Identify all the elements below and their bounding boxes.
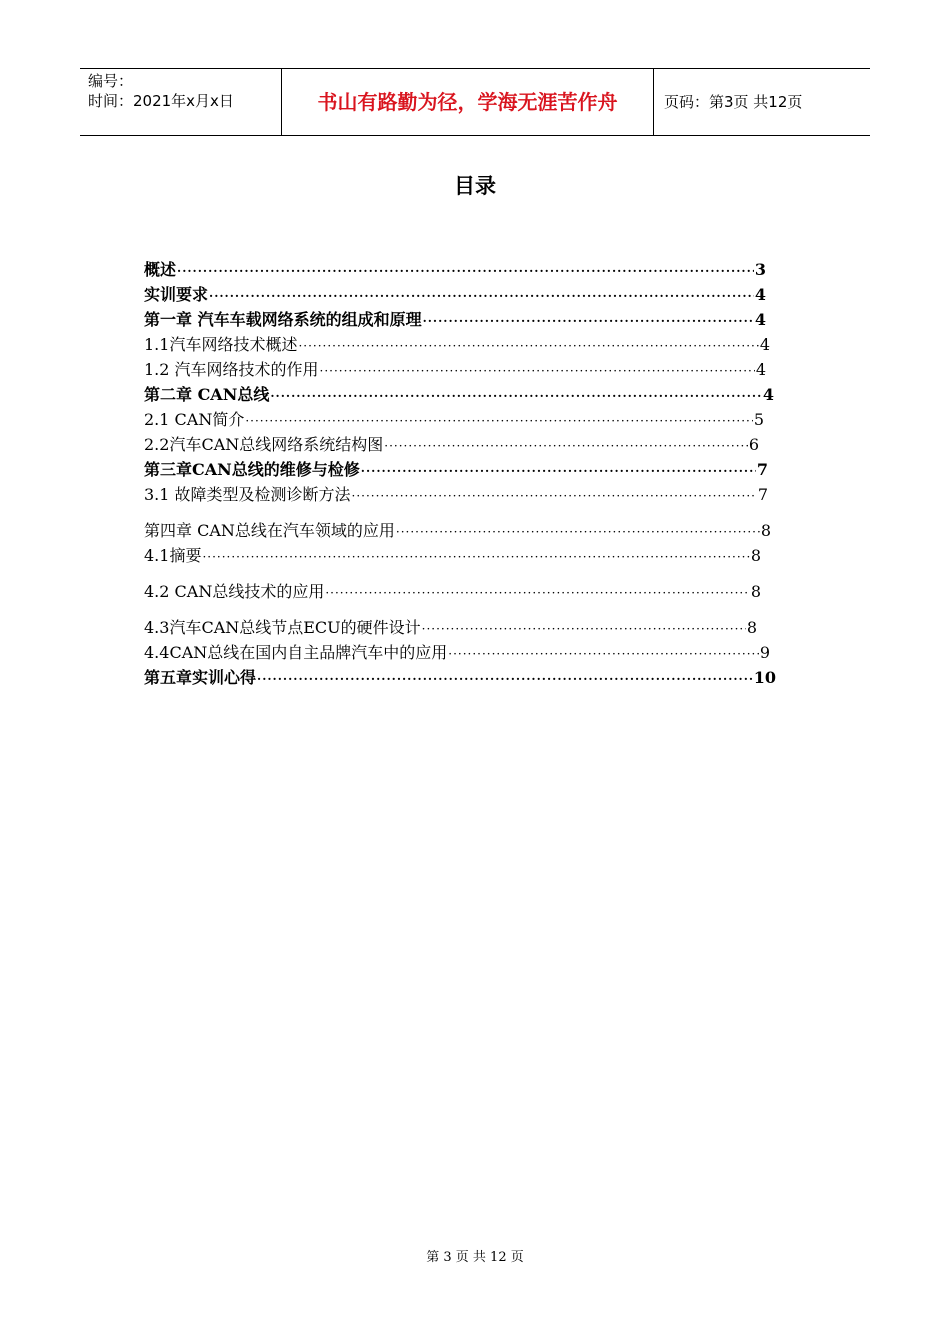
toc-entry[interactable] <box>144 458 768 482</box>
toc-entry[interactable] <box>144 258 766 282</box>
toc-leader-dots <box>245 409 752 433</box>
toc-entry[interactable] <box>144 333 770 357</box>
toc-entry[interactable] <box>144 666 776 690</box>
toc-entry-page: 3 <box>754 260 766 279</box>
toc-entry-page: 4 <box>754 310 766 329</box>
time-label: 时间：2021年x月x日 <box>88 92 234 110</box>
toc-entry-text: 2.2汽车CAN总线网络系统结构图 <box>144 435 384 454</box>
toc-entry-text: 4.3汽车CAN总线节点ECU的硬件设计 <box>144 618 421 637</box>
toc-entry[interactable] <box>144 519 771 543</box>
toc-entry[interactable] <box>144 283 766 307</box>
toc-entry[interactable] <box>144 358 766 382</box>
toc-entry-text: 1.1汽车网络技术概述 <box>144 335 298 354</box>
toc-entry[interactable] <box>144 616 757 640</box>
toc-entry[interactable] <box>144 641 770 665</box>
toc-entry[interactable] <box>144 544 761 568</box>
toc-entry-text: 概述 <box>144 260 177 279</box>
toc-entry-page: 5 <box>753 410 764 429</box>
toc-leader-dots <box>202 545 749 569</box>
toc-entry-page: 6 <box>748 435 759 454</box>
header-meta <box>80 69 281 135</box>
toc-leader-dots <box>422 617 746 641</box>
toc-entry[interactable] <box>144 580 761 604</box>
number-label: 编号： <box>88 72 134 90</box>
toc-entry-page: 8 <box>746 618 757 637</box>
toc-entry-page: 8 <box>750 582 761 601</box>
toc-entry-text: 4.4CAN总线在国内自主品牌汽车中的应用 <box>144 643 448 662</box>
toc-entry-text: 4.2 CAN总线技术的应用 <box>144 582 325 601</box>
toc-entry[interactable] <box>144 483 768 507</box>
toc-entry-text: 2.1 CAN简介 <box>144 410 245 429</box>
toc-entry-page: 9 <box>759 643 770 662</box>
toc-leader-dots <box>361 459 756 483</box>
toc-leader-dots <box>257 667 753 691</box>
toc-entry-text: 4.1摘要 <box>144 546 202 565</box>
toc-leader-dots <box>298 334 758 358</box>
toc-leader-dots <box>209 284 754 308</box>
toc-entry-page: 4 <box>759 335 770 354</box>
toc-leader-dots <box>396 520 760 544</box>
toc-leader-dots <box>320 359 755 383</box>
toc-entry-page: 8 <box>750 546 761 565</box>
toc-entry-page: 4 <box>754 285 766 304</box>
toc-leader-dots <box>177 259 754 283</box>
toc-entry-page: 4 <box>762 385 774 404</box>
toc-entry[interactable] <box>144 383 774 407</box>
toc-entry-text: 第五章实训心得 <box>144 668 257 687</box>
toc-entry-page: 10 <box>753 668 776 687</box>
toc-entry-page: 7 <box>757 485 768 504</box>
toc-title: 目录 <box>454 174 496 198</box>
toc-entry-page: 8 <box>760 521 771 540</box>
toc-entry-page: 4 <box>755 360 766 379</box>
toc-entry-text: 3.1 故障类型及检测诊断方法 <box>144 485 351 504</box>
toc-entry-text: 第三章CAN总线的维修与检修 <box>144 460 360 479</box>
toc-leader-dots <box>384 434 748 458</box>
toc-entry[interactable] <box>144 408 764 432</box>
toc-entry[interactable] <box>144 308 766 332</box>
toc-entry-text: 第四章 CAN总线在汽车领域的应用 <box>144 521 395 540</box>
toc-entry-text: 1.2 汽车网络技术的作用 <box>144 360 319 379</box>
toc-leader-dots <box>325 581 749 605</box>
toc-entry-text: 第二章 CAN总线 <box>144 385 270 404</box>
header-motto: 书山有路勤为径，学海无涯苦作舟 <box>281 69 654 135</box>
toc-leader-dots <box>423 309 754 333</box>
toc-entry-page: 7 <box>756 460 768 479</box>
toc-leader-dots <box>270 384 762 408</box>
header-page-info: 页码：第3页 共12页 <box>664 93 803 111</box>
toc-leader-dots <box>448 642 759 666</box>
toc-leader-dots <box>352 484 757 508</box>
document-header <box>80 68 870 136</box>
page-footer: 第 3 页 共 12 页 <box>426 1250 524 1265</box>
toc-entry-text: 第一章 汽车车载网络系统的组成和原理 <box>144 310 422 329</box>
toc-entry-text: 实训要求 <box>144 285 209 304</box>
toc-entry[interactable] <box>144 433 759 457</box>
